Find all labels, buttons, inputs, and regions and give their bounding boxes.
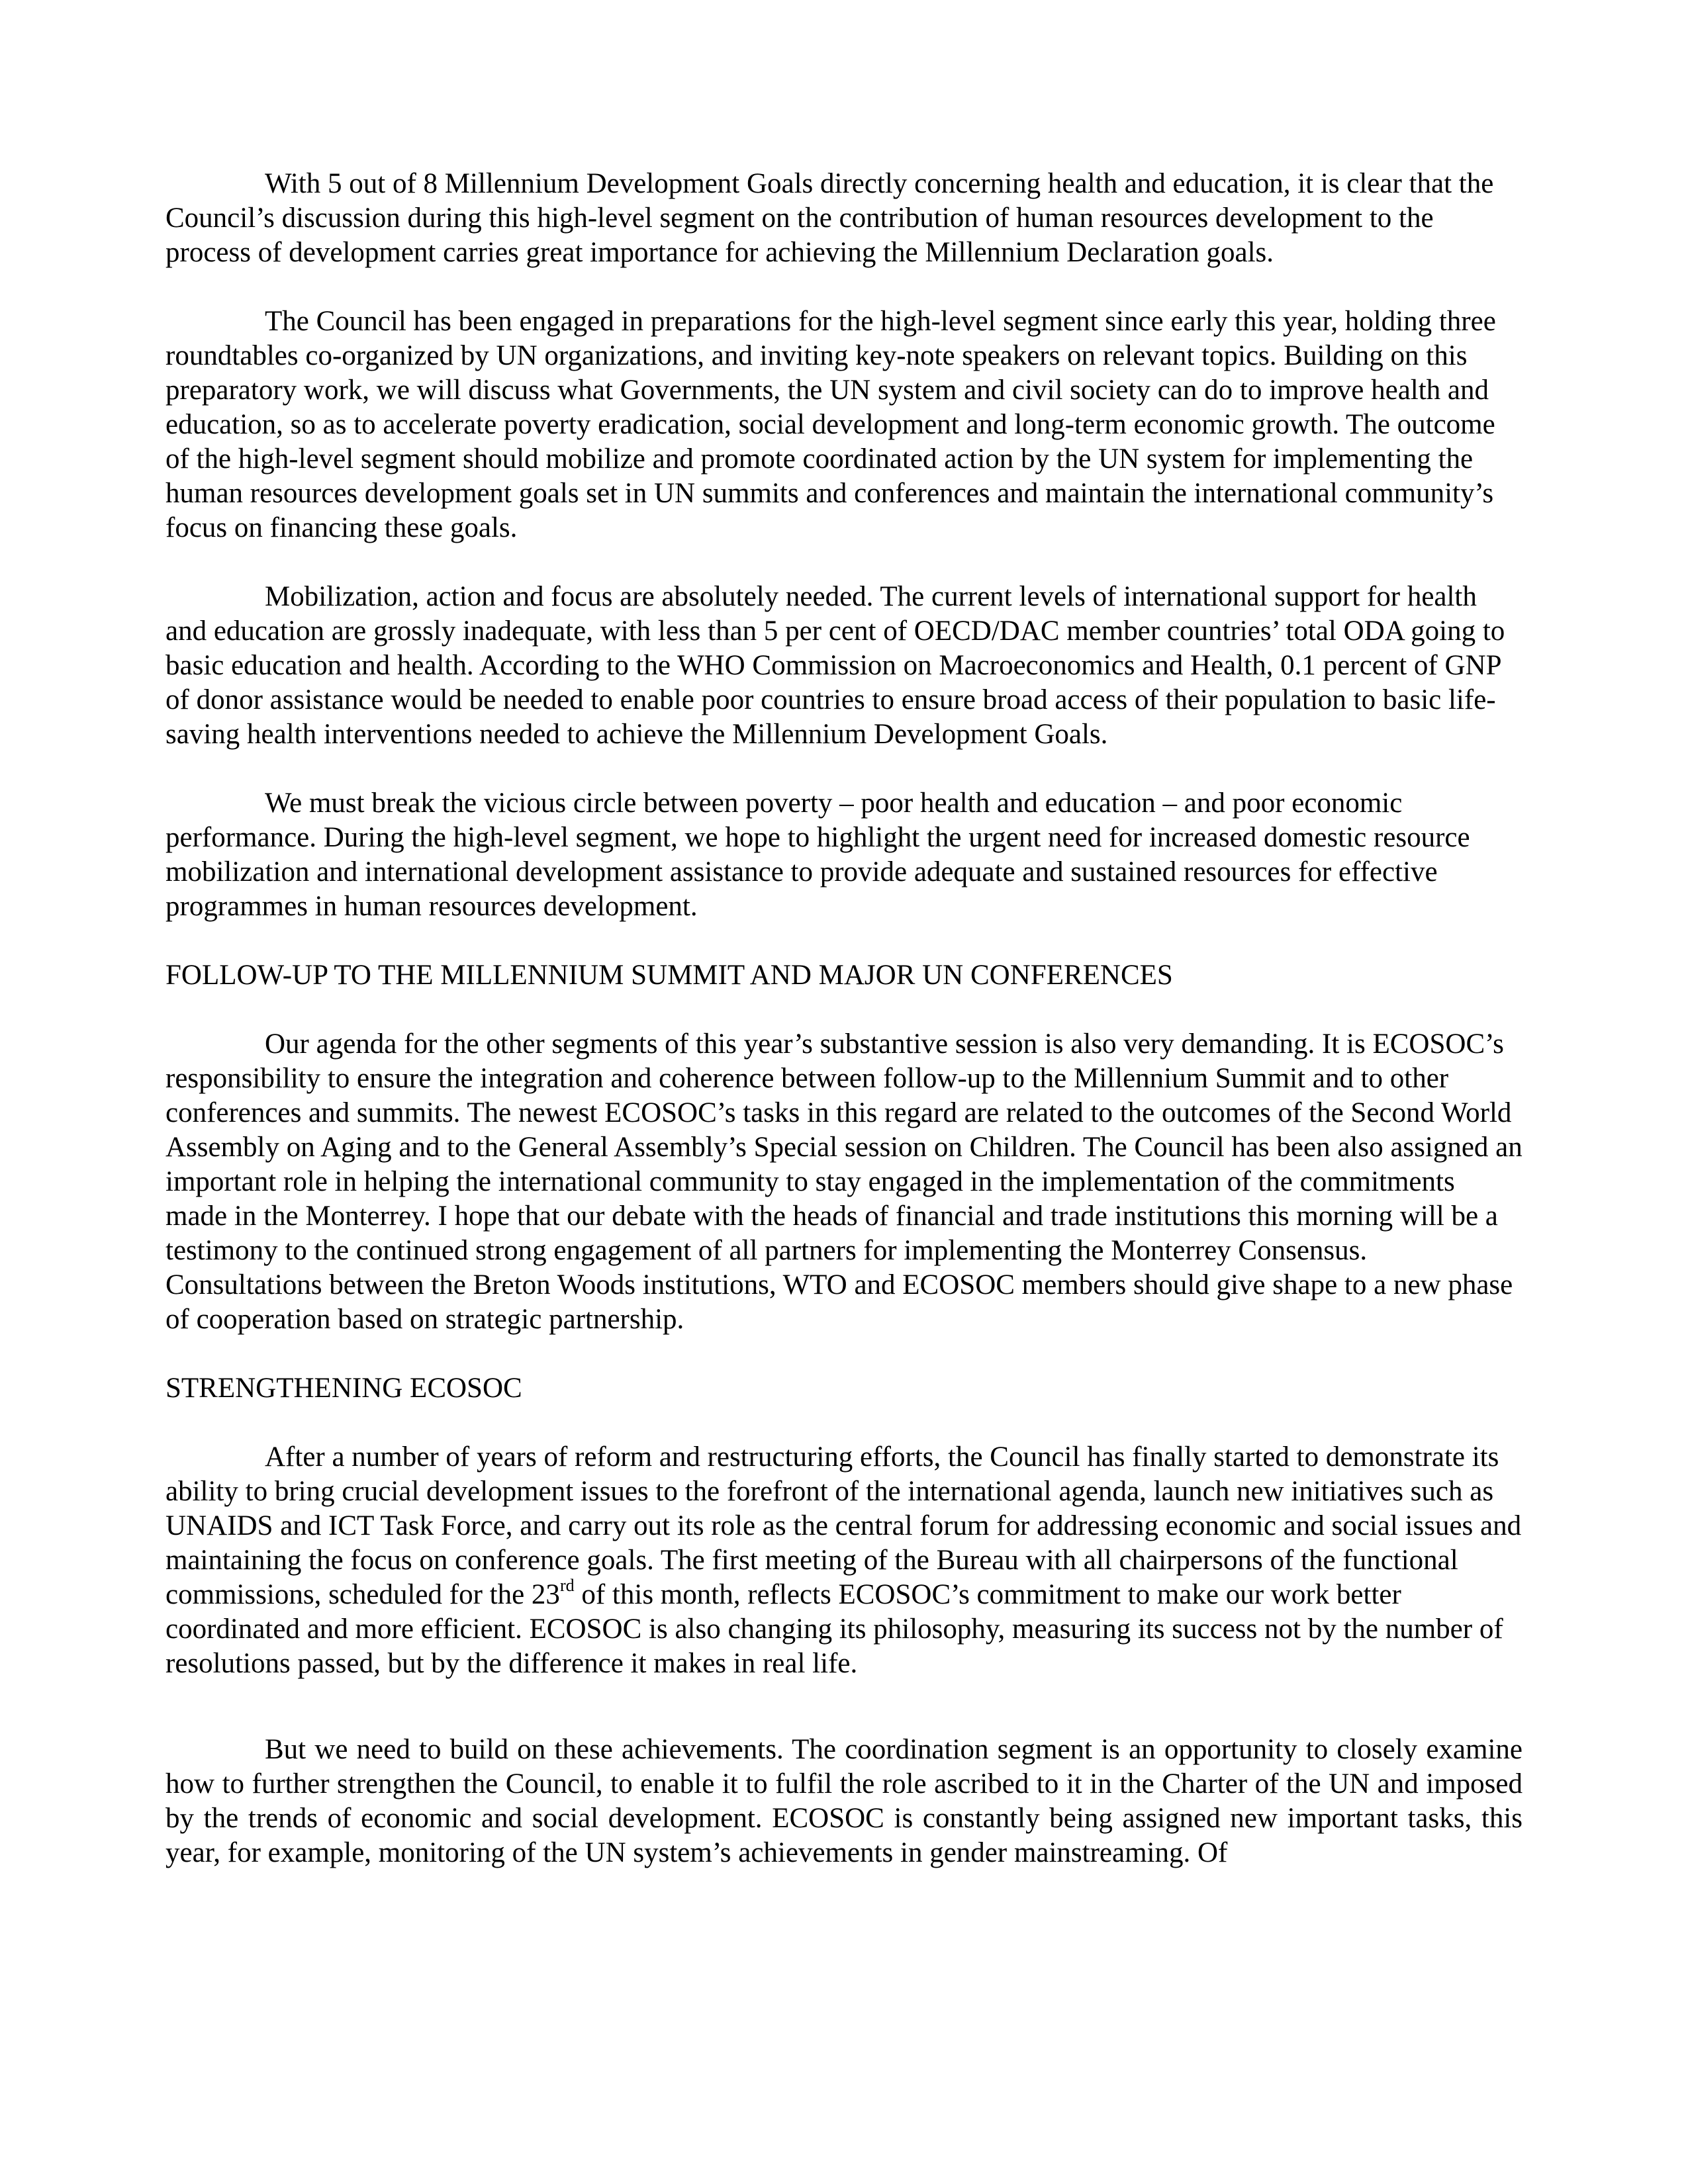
paragraph-council-preparations: The Council has been engaged in preparations for the high-level segment since early this year, holding three roundtables co-organized by UN organizations, and inviting key-note speakers on relevant topics. Building on this preparatory work, we will discuss what Governments, the UN system and civil society can do to improve health and education, so as to accelerate poverty eradication, social development and long-term economic growth. The outcome of the high-level segment should mobilize and promote coordinated action by the UN system for implementing the human resources development goals set in UN summits and conferences and maintain the international community’s focus on financing these goals.	[165, 306, 1496, 543]
paragraph-agenda-segments: Our agenda for the other segments of this year’s substantive session is also very demanding. It is ECOSOC’s responsibility to ensure the integration and coherence between follow-up to the Millennium Summit and to other conferences and summits. The newest ECOSOC’s tasks in this regard are related to the outcomes of the Second World Assembly on Aging and to the General Assembly’s Special session on Children. The Council has been also assigned an important role in helping the international community to stay engaged in the implementation of the commitments made in the Monterrey. I hope that our debate with the heads of financial and trade institutions this morning will be a testimony to the continued strong engagement of all partners for implementing the Monterrey Consensus. Consultations between the Breton Woods institutions, WTO and ECOSOC members should give shape to a new phase of cooperation based on strategic partnership.	[165, 1028, 1523, 1335]
paragraph-reform-efforts	[165, 1440, 1523, 1681]
paragraph-gap	[165, 1337, 1523, 1371]
paragraph-build-on-achievements: But we need to build on these achievements. The coordination segment is an opportunity to closely examine how to further strengthen the Council, to enable it to fulfil the role ascribed to it in the Charter of the UN and imposed by the trends of economic and social development. ECOSOC is constantly being assigned new important tasks, this year, for example, monitoring of the UN system’s achievements in gender mainstreaming. Of	[165, 1734, 1523, 1868]
paragraph-gap	[165, 545, 1523, 580]
paragraph-gap	[165, 1681, 1523, 1733]
paragraph-gap	[165, 752, 1523, 786]
heading-gap	[165, 993, 1523, 1027]
paragraph-vicious-circle: We must break the vicious circle between poverty – poor health and education – and poor economic performance. During the high-level segment, we hope to highlight the urgent need for increased domestic resource mobilization and international development assistance to provide adequate and sustained resources for effective programmes in human resources development.	[165, 788, 1470, 922]
heading-gap	[165, 1406, 1523, 1440]
paragraph-mdg-health-education: With 5 out of 8 Millennium Development Goals directly concerning health and education, it is clear that the Council’s discussion during this high-level segment on the contribution of human resources development to the process of development carries great importance for achieving the Millennium Declaration goals.	[165, 168, 1494, 268]
document-page	[165, 167, 1523, 1870]
paragraph-gap	[165, 924, 1523, 958]
section-heading-follow-up: FOLLOW-UP TO THE MILLENNIUM SUMMIT AND MAJOR UN CONFERENCES	[165, 960, 1173, 991]
paragraph-mobilization: Mobilization, action and focus are absolutely needed. The current levels of international support for health and education are grossly inadequate, with less than 5 per cent of OECD/DAC member countries’ total ODA going to basic education and health. According to the WHO Commission on Macroeconomics and Health, 0.1 percent of GNP of donor assistance would be needed to enable poor countries to ensure broad access of their population to basic life-saving health interventions needed to achieve the Millennium Development Goals.	[165, 581, 1505, 750]
paragraph-gap	[165, 270, 1523, 304]
section-heading-strengthening: STRENGTHENING ECOSOC	[165, 1373, 522, 1404]
paragraph-reform-text-after: of this month, reflects ECOSOC’s commitment to make our work better coordinated and more efficient. ECOSOC is also changing its philosophy, measuring its success not by the number of resolutions passed, but by the difference it makes in real life.	[165, 1579, 1503, 1679]
paragraph-reform-text-before: After a number of years of reform and restructuring efforts, the Council has finally started to demonstrate its ability to bring crucial development issues to the forefront of the international agenda, launch new initiatives such as UNAIDS and ICT Task Force, and carry out its role as the central forum for addressing economic and social issues and maintaining the focus on conference goals. The first meeting of the Bureau with all chairpersons of the functional commissions, scheduled for the 23	[165, 1441, 1522, 1610]
ordinal-suffix: rd	[559, 1575, 575, 1595]
